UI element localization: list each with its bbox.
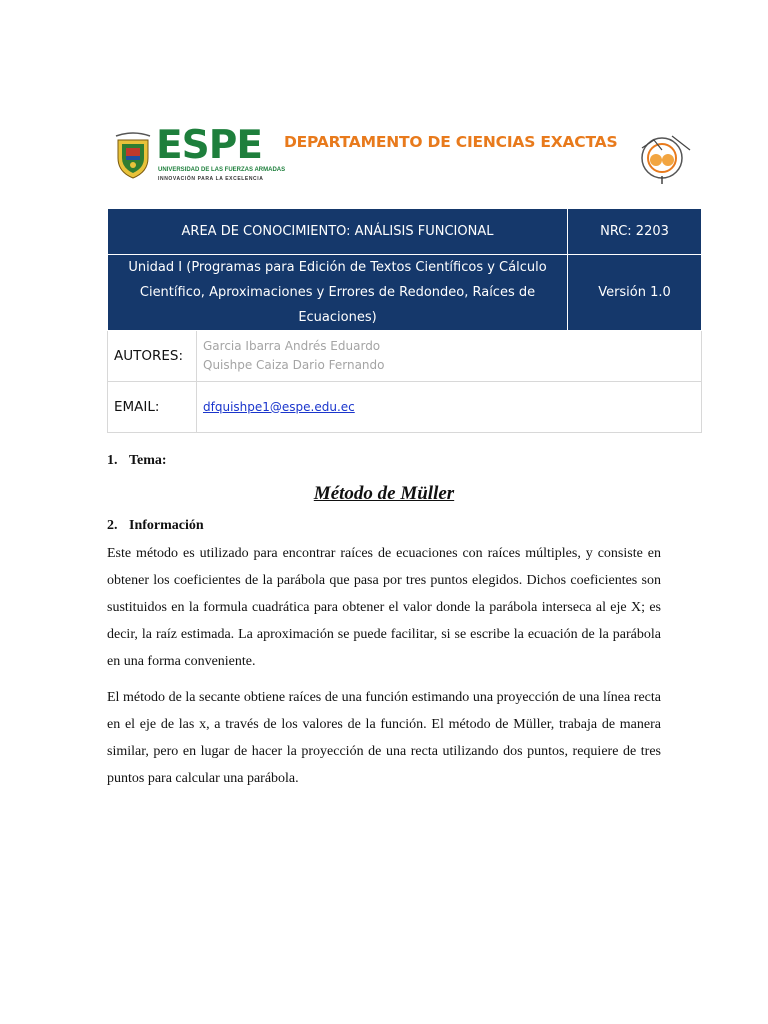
unit-cell: Unidad I (Programas para Edición de Textos Científicos y Cálculo Científico, Aproximaciones y Errores de Redondeo, Raíces de Ecuaciones) [108,255,568,331]
section-label: Tema: [129,453,167,468]
section-number: 1. [107,453,118,468]
university-crest-icon [112,132,154,180]
document-header [110,124,700,186]
department-seal-icon [632,126,696,186]
course-info-table [107,208,702,433]
section-tema-heading [107,452,167,470]
author-name: Quishpe Caiza Dario Fernando [203,358,385,372]
section-number: 2. [107,518,118,533]
email-cell [197,382,702,433]
table-row [108,209,702,255]
table-row [108,382,702,433]
knowledge-area-cell: AREA DE CONOCIMIENTO: ANÁLISIS FUNCIONAL [108,209,568,255]
section-info-heading [107,517,204,535]
document-title: Método de Müller [313,483,455,504]
authors-cell [197,331,702,382]
author-name: Garcia Ibarra Andrés Eduardo [203,339,381,353]
authors-label: AUTORES: [108,331,197,382]
version-cell: Versión 1.0 [568,255,702,331]
section-label: Información [129,518,204,533]
email-label: EMAIL: [108,382,197,433]
nrc-cell: NRC: 2203 [568,209,702,255]
espe-logo-word: ESPE [156,123,262,168]
espe-logo-university: UNIVERSIDAD DE LAS FUERZAS ARMADAS [158,167,286,173]
email-link[interactable]: dfquishpe1@espe.edu.ec [203,399,355,414]
paragraph: El método de la secante obtiene raíces de una función estimando una proyección de una línea recta en el eje de las x, a través de los valores de la función. El método de Müller, trabaja de manera similar, pero en lugar de hacer la proyección de una recta utilizando dos puntos, requiere de tres puntos para calcular una parábola. [107,690,661,786]
table-row [108,331,702,382]
table-row [108,255,702,331]
espe-logo-motto: INNOVACIÓN PARA LA EXCELENCIA [158,176,264,182]
paragraph: Este método es utilizado para encontrar raíces de ecuaciones con raíces múltiples, y consiste en obtener los coeficientes de la parábola que pasa por tres puntos elegidos. Dichos coeficientes son sustituidos en la formula cuadrática para obtener el valor donde la parábola interseca al eje X; es decir, la raíz estimada. La aproximación se puede facilitar, si se escribe la ecuación de la parábola en una forma conveniente. [107,546,661,669]
espe-logo [156,123,286,184]
department-title: DEPARTAMENTO DE CIENCIAS EXACTAS [284,133,618,151]
